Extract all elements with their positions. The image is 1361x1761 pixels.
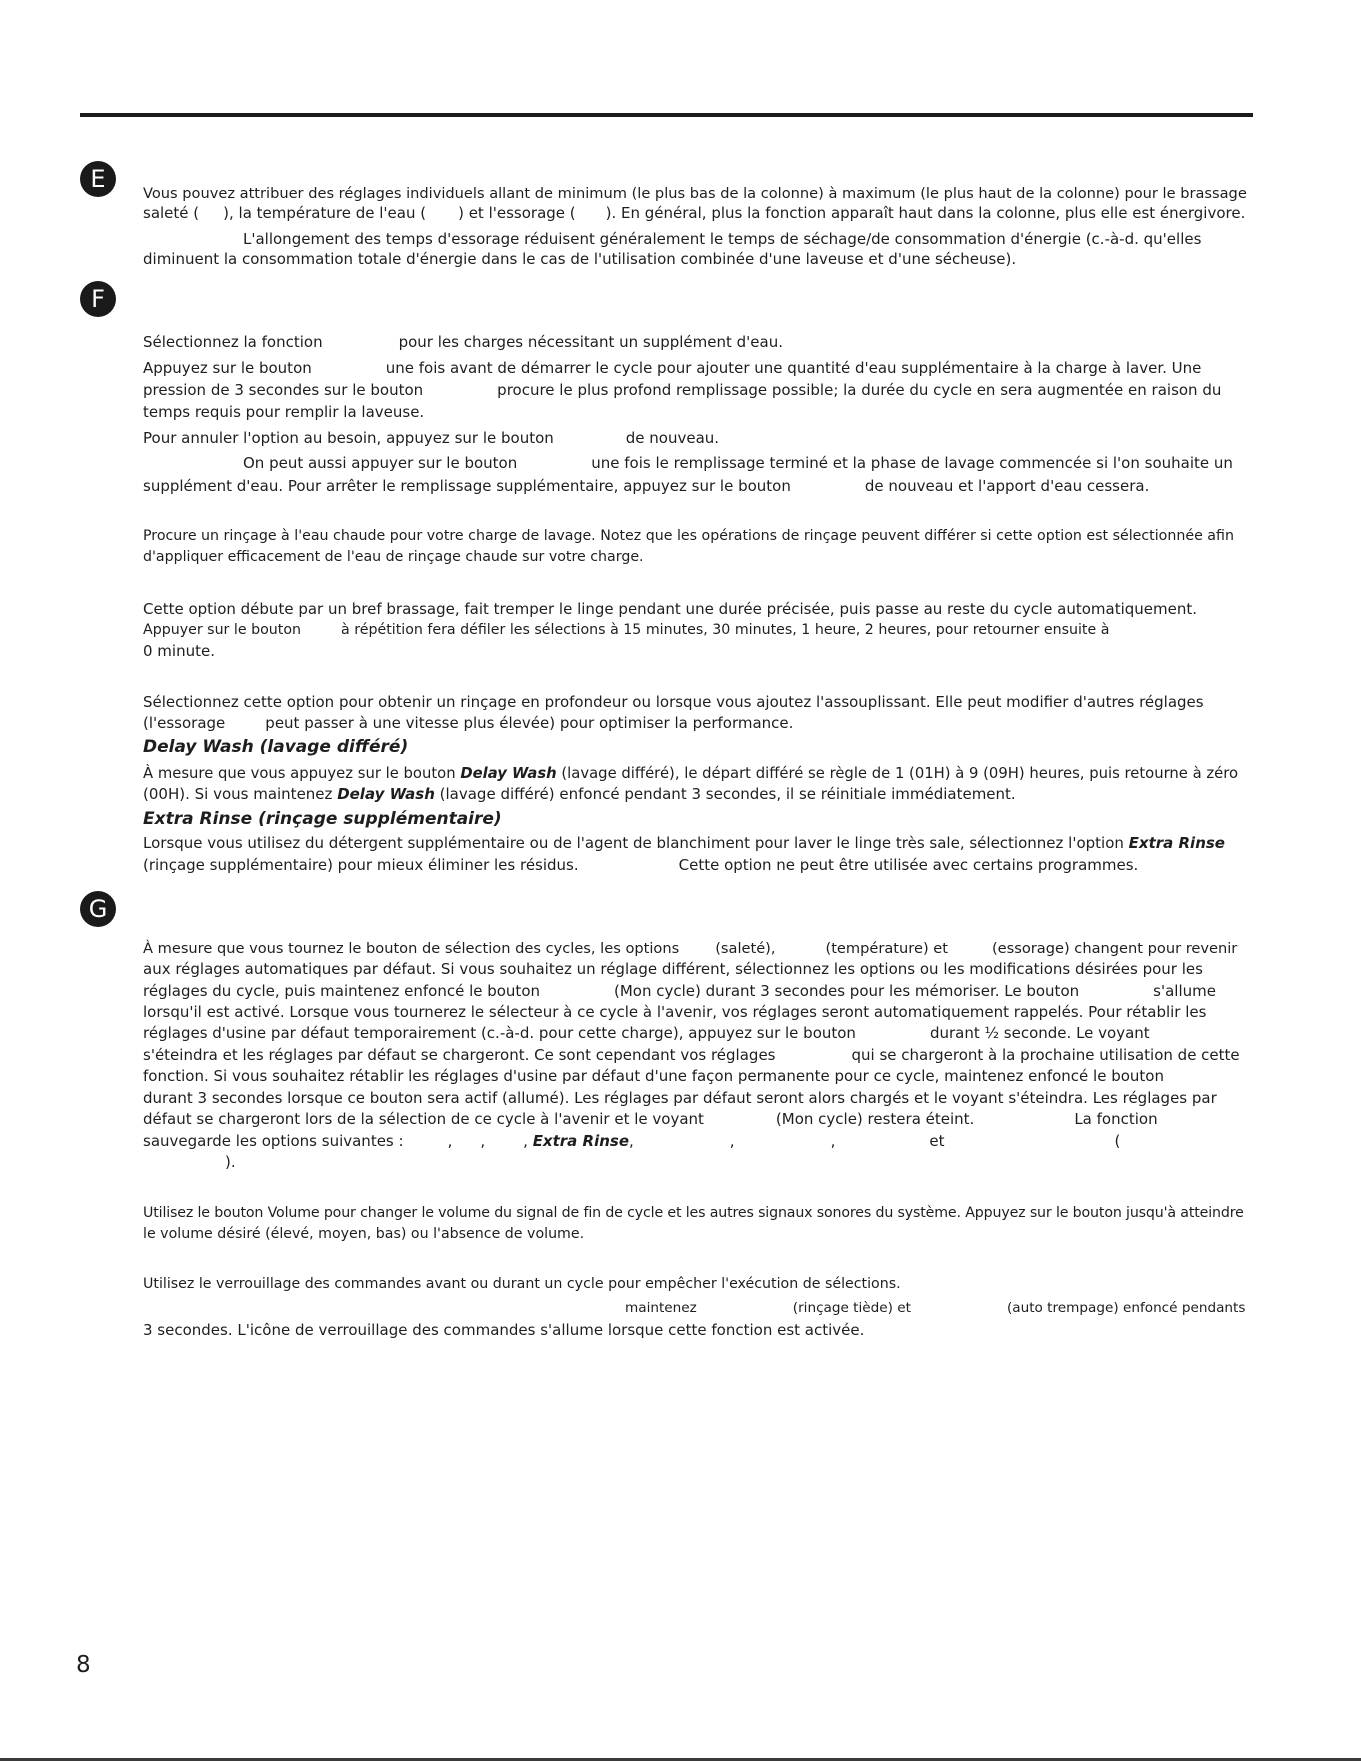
g-my-cycle-line-10: sauvegarde les options suivantes : , , , Extra Rinse, , , et ( <box>143 1132 1121 1150</box>
f-soak-line-3: 0 minute. <box>143 642 215 660</box>
f-soak-line-2: Appuyer sur le bouton à répétition fera défiler les sélections à 15 minutes, 30 minutes, 1 heure, 2 heures, pour retourner ensuite à <box>143 622 1110 638</box>
section-e-badge: E <box>80 161 116 197</box>
delay-wash-line-2: (00H). Si vous maintenez Delay Wash (lavage différé) enfoncé pendant 3 secondes, il se réinitiale immédiatement. <box>143 785 1016 803</box>
e-line-1: Vous pouvez attribuer des réglages individuels allant de minimum (le plus bas de la colonne) à maximum (le plus haut de la colonne) pour le brassage <box>143 185 1247 202</box>
f-deep-rinse-line-1: Sélectionnez cette option pour obtenir un rinçage en profondeur ou lorsque vous ajoutez l'assouplissant. Elle peut modifier d'autres réglages <box>143 693 1204 711</box>
g-my-cycle-line-1: À mesure que vous tournez le bouton de sélection des cycles, les options (saleté), (température) et (essorage) changent pour revenir <box>143 940 1238 957</box>
g-my-cycle-line-2: aux réglages automatiques par défaut. Si vous souhaitez un réglage différent, sélectionnez les options ou les modifications désirées pour les <box>143 960 1203 978</box>
f-extra-water-line-6: On peut aussi appuyer sur le bouton une fois le remplissage terminé et la phase de lavage commencée si l'on souhaite un <box>243 454 1233 472</box>
f-soak-line-1: Cette option débute par un bref brassage, fait tremper le linge pendant une durée précisée, puis passe au reste du cycle automatiquement. <box>143 600 1198 618</box>
g-my-cycle-line-6: s'éteindra et les réglages par défaut se chargeront. Ce sont cependant vos réglages qui se chargeront à la prochaine utilisation de cette <box>143 1046 1240 1064</box>
f-warm-rinse-line-2: d'appliquer efficacement de l'eau de rinçage chaude sur votre charge. <box>143 549 644 565</box>
extra-rinse-heading: Extra Rinse (rinçage supplémentaire) <box>143 809 502 829</box>
f-extra-water-line-4: temps requis pour remplir la laveuse. <box>143 403 425 421</box>
g-my-cycle-line-7: fonction. Si vous souhaitez rétablir les réglages d'usine par défaut d'une façon permanente pour ce cycle, maintenez enfoncé le bouton <box>143 1067 1164 1085</box>
g-lock-line-3: 3 secondes. L'icône de verrouillage des commandes s'allume lorsque cette fonction est activée. <box>143 1321 865 1339</box>
f-extra-water-line-5: Pour annuler l'option au besoin, appuyez sur le bouton de nouveau. <box>143 429 720 447</box>
page-number: 8 <box>76 1652 91 1678</box>
g-my-cycle-line-9: défaut se chargeront lors de la sélection de ce cycle à l'avenir et le voyant (Mon cycle) restera éteint. La fonction <box>143 1110 1158 1128</box>
g-volume-line-2: le volume désiré (élevé, moyen, bas) ou l'absence de volume. <box>143 1226 585 1242</box>
g-volume-line-1: Utilisez le bouton Volume pour changer le volume du signal de fin de cycle et les autres signaux sonores du système. Appuyez sur le bouton jusqu'à atteindre <box>143 1205 1244 1221</box>
g-my-cycle-line-4: lorsqu'il est activé. Lorsque vous tournerez le sélecteur à ce cycle à l'avenir, vos réglages seront automatiquement rappelés. Pour rétablir les <box>143 1003 1207 1021</box>
header-rule <box>80 113 1253 117</box>
f-extra-water-line-3: pression de 3 secondes sur le bouton procure le plus profond remplissage possible; la durée du cycle en sera augmentée en raison du <box>143 381 1222 399</box>
g-my-cycle-line-11: ). <box>225 1153 236 1171</box>
delay-wash-line-1: À mesure que vous appuyez sur le bouton Delay Wash (lavage différé), le départ différé se règle de 1 (01H) à 9 (09H) heures, puis retourne à zéro <box>143 765 1239 782</box>
f-extra-water-line-1: Sélectionnez la fonction pour les charges nécessitant un supplément d'eau. <box>143 333 783 351</box>
section-f-badge: F <box>80 281 116 317</box>
e-line-3: L'allongement des temps d'essorage réduisent généralement le temps de séchage/de consommation d'énergie (c.-à-d. qu'elles <box>243 230 1202 248</box>
g-lock-line-2: maintenez (rinçage tiède) et (auto trempage) enfoncé pendants <box>625 1300 1246 1316</box>
extra-rinse-line-2: (rinçage supplémentaire) pour mieux éliminer les résidus. Cette option ne peut être utilisée avec certains programmes. <box>143 856 1139 874</box>
f-warm-rinse-line-1: Procure un rinçage à l'eau chaude pour votre charge de lavage. Notez que les opérations de rinçage peuvent différer si cette option est sélectionnée afin <box>143 528 1234 544</box>
f-extra-water-line-2: Appuyez sur le bouton une fois avant de démarrer le cycle pour ajouter une quantité d'eau supplémentaire à la charge à laver. Une <box>143 359 1202 377</box>
g-lock-line-1: Utilisez le verrouillage des commandes avant ou durant un cycle pour empêcher l'exécution de sélections. <box>143 1276 901 1292</box>
e-line-2: saleté ( ), la température de l'eau ( ) et l'essorage ( ). En général, plus la fonction apparaît haut dans la colonne, plus elle est énergivore. <box>143 204 1246 222</box>
section-g-badge: G <box>80 891 116 927</box>
delay-wash-heading: Delay Wash (lavage différé) <box>143 737 409 757</box>
f-deep-rinse-line-2: (l'essorage peut passer à une vitesse plus élevée) pour optimiser la performance. <box>143 714 794 732</box>
e-line-4: diminuent la consommation totale d'énergie dans le cas de l'utilisation combinée d'une laveuse et d'une sécheuse). <box>143 250 1017 268</box>
extra-rinse-line-1: Lorsque vous utilisez du détergent supplémentaire ou de l'agent de blanchiment pour laver le linge très sale, sélectionnez l'option Extra Rinse <box>143 834 1225 852</box>
g-my-cycle-line-8: durant 3 secondes lorsque ce bouton sera actif (allumé). Les réglages par défaut seront alors chargés et le voyant s'éteindra. Les réglages par <box>143 1089 1217 1107</box>
f-extra-water-line-7: supplément d'eau. Pour arrêter le remplissage supplémentaire, appuyez sur le bouton de nouveau et l'apport d'eau cessera. <box>143 477 1150 495</box>
g-my-cycle-line-3: réglages du cycle, puis maintenez enfoncé le bouton (Mon cycle) durant 3 secondes pour les mémoriser. Le bouton s'allume <box>143 982 1216 1000</box>
g-my-cycle-line-5: réglages d'usine par défaut temporairement (c.-à-d. pour cette charge), appuyez sur le bouton durant ½ seconde. Le voyant <box>143 1024 1150 1042</box>
